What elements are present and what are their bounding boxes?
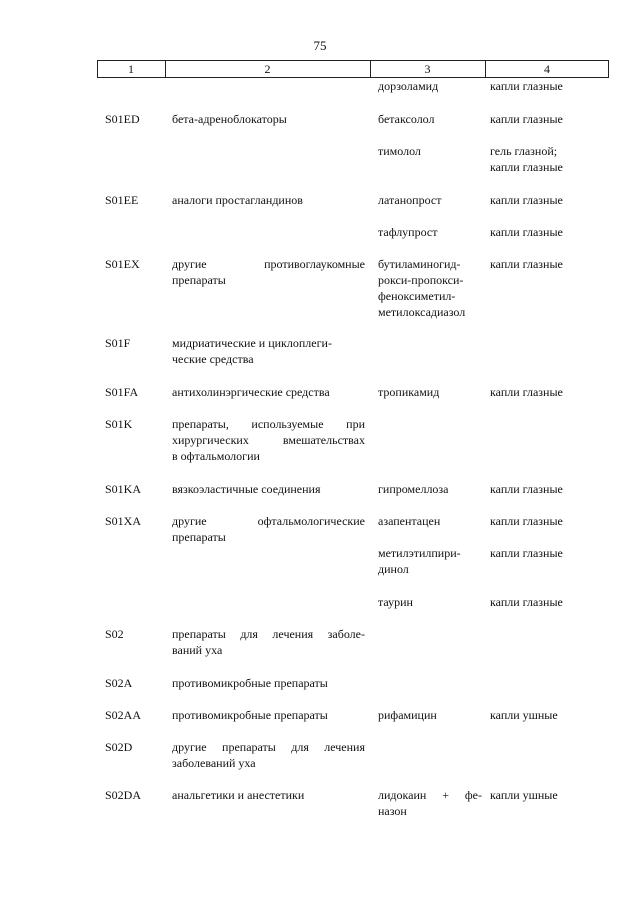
table-cell-code: S02AA: [105, 708, 142, 722]
group-word: другие: [172, 257, 207, 271]
substance-line: динол: [378, 562, 409, 576]
header-divider: [608, 61, 609, 77]
table-cell-substance: тропикамид: [378, 385, 440, 399]
table-cell-substance: тимолол: [378, 144, 421, 158]
substance-line: феноксиметил-: [378, 289, 456, 303]
substance-line: бутиламиногид-: [378, 257, 461, 271]
table-cell-code: S02A: [105, 676, 133, 690]
table-cell-substance: [378, 787, 482, 819]
table-cell-group-line: [172, 335, 365, 351]
table-cell-group-line: заболеваний уха: [172, 756, 256, 770]
table-cell-form: капли ушные: [490, 788, 558, 802]
table-cell-code: S01KA: [105, 482, 142, 496]
table-cell-group-line: препараты: [172, 530, 226, 544]
table-cell-form: капли ушные: [490, 708, 558, 722]
group-text: мидриатические и циклоплеги-: [172, 336, 332, 350]
table-cell-code: S01K: [105, 417, 133, 431]
header-col-4: 4: [544, 62, 550, 76]
table-cell-substance: [378, 256, 482, 320]
table-cell-group: противомикробные препараты: [172, 708, 328, 722]
table-cell-substance: рифамицин: [378, 708, 437, 722]
table-cell-form: капли глазные: [490, 482, 563, 496]
table-cell-group-line: [172, 256, 365, 272]
table-cell-group-line: ваний уха: [172, 643, 223, 657]
group-word: офтальмологические: [257, 514, 365, 528]
table-cell-form: капли глазные: [490, 193, 563, 207]
table-cell-group: антихолинэргические средства: [172, 385, 330, 399]
table-cell-group: анальгетики и анестетики: [172, 788, 305, 802]
table-cell-form: капли глазные: [490, 514, 563, 528]
table-cell-substance: дорзоламид: [378, 79, 439, 93]
header-col-3: 3: [424, 62, 431, 76]
table-cell-group: [172, 626, 365, 658]
header-col-1: 1: [128, 62, 134, 76]
table-cell-substance: гипромеллоза: [378, 482, 449, 496]
table-cell-group: аналоги простагландинов: [172, 193, 303, 207]
substance-line: назон: [378, 804, 407, 818]
table-cell-form: капли глазные: [490, 112, 563, 126]
table-cell-code: S02: [105, 627, 124, 641]
substance-line: рокси-пропокси-: [378, 273, 464, 287]
group-word: другие: [172, 514, 207, 528]
substance-word: +: [442, 788, 449, 802]
table-cell-substance: латанопрост: [378, 193, 442, 207]
table-cell-code: S02DA: [105, 788, 142, 802]
table-cell-group-line: хирургических вмешательствах: [172, 433, 365, 447]
table-cell-form: капли глазные: [490, 79, 563, 93]
table-cell-code: S01FA: [105, 385, 139, 399]
table-cell-form: капли глазные: [490, 225, 563, 239]
table-cell-form-line: гель глазной;: [490, 144, 558, 158]
table-cell-group-line: [172, 513, 365, 529]
table-cell-form: капли глазные: [490, 595, 563, 609]
page-number: 75: [313, 38, 327, 53]
substance-word: лидокаин: [378, 788, 427, 802]
table-cell-group: вязкоэластичные соединения: [172, 482, 321, 496]
table-cell-substance: тафлупрост: [378, 225, 438, 239]
table-cell-code: S01XA: [105, 514, 142, 528]
table-cell-group: бета-адреноблокаторы: [172, 112, 287, 126]
table-cell-code: S02D: [105, 740, 133, 754]
table-cell-code: S01EX: [105, 257, 140, 271]
table-cell-substance: [378, 545, 482, 577]
table-cell-group: [172, 335, 365, 367]
table-cell-group-line: в офтальмологии: [172, 449, 260, 463]
table-cell-group-line: препараты, используемые при: [172, 417, 365, 431]
header-col-2: 2: [264, 62, 271, 76]
table-header: [97, 60, 609, 78]
substance-word: фе-: [464, 788, 482, 802]
table-cell-code: S01F: [105, 336, 131, 350]
table-cell-group: [172, 513, 365, 545]
table-cell-group: [172, 256, 365, 288]
table-cell-substance: таурин: [378, 595, 413, 609]
substance-line: [378, 787, 482, 803]
table-cell-form: капли глазные: [490, 257, 563, 271]
substance-line: метилоксадиазол: [378, 305, 466, 319]
table-cell-form-line: капли глазные: [490, 160, 563, 174]
table-cell-form: капли глазные: [490, 546, 563, 560]
table-cell-substance: бетаксолол: [378, 112, 435, 126]
substance-line: метилэтилпири-: [378, 546, 461, 560]
table-cell-code: S01EE: [105, 193, 139, 207]
table-cell-group-line: препараты: [172, 273, 226, 287]
table-cell-group: [172, 739, 365, 771]
group-word: противоглаукомные: [264, 257, 365, 271]
table-cell-group-line: препараты для лечения заболе-: [172, 627, 365, 641]
table-cell-group-line: другие препараты для лечения: [172, 740, 365, 754]
table-cell-group: [172, 416, 365, 464]
table-cell-group-line: ческие средства: [172, 352, 254, 366]
table-cell-code: S01ED: [105, 112, 140, 126]
table-cell-substance: азапентацен: [378, 514, 441, 528]
table-cell-form: [490, 143, 590, 175]
table-cell-form: капли глазные: [490, 385, 563, 399]
table-cell-group: противомикробные препараты: [172, 676, 328, 690]
